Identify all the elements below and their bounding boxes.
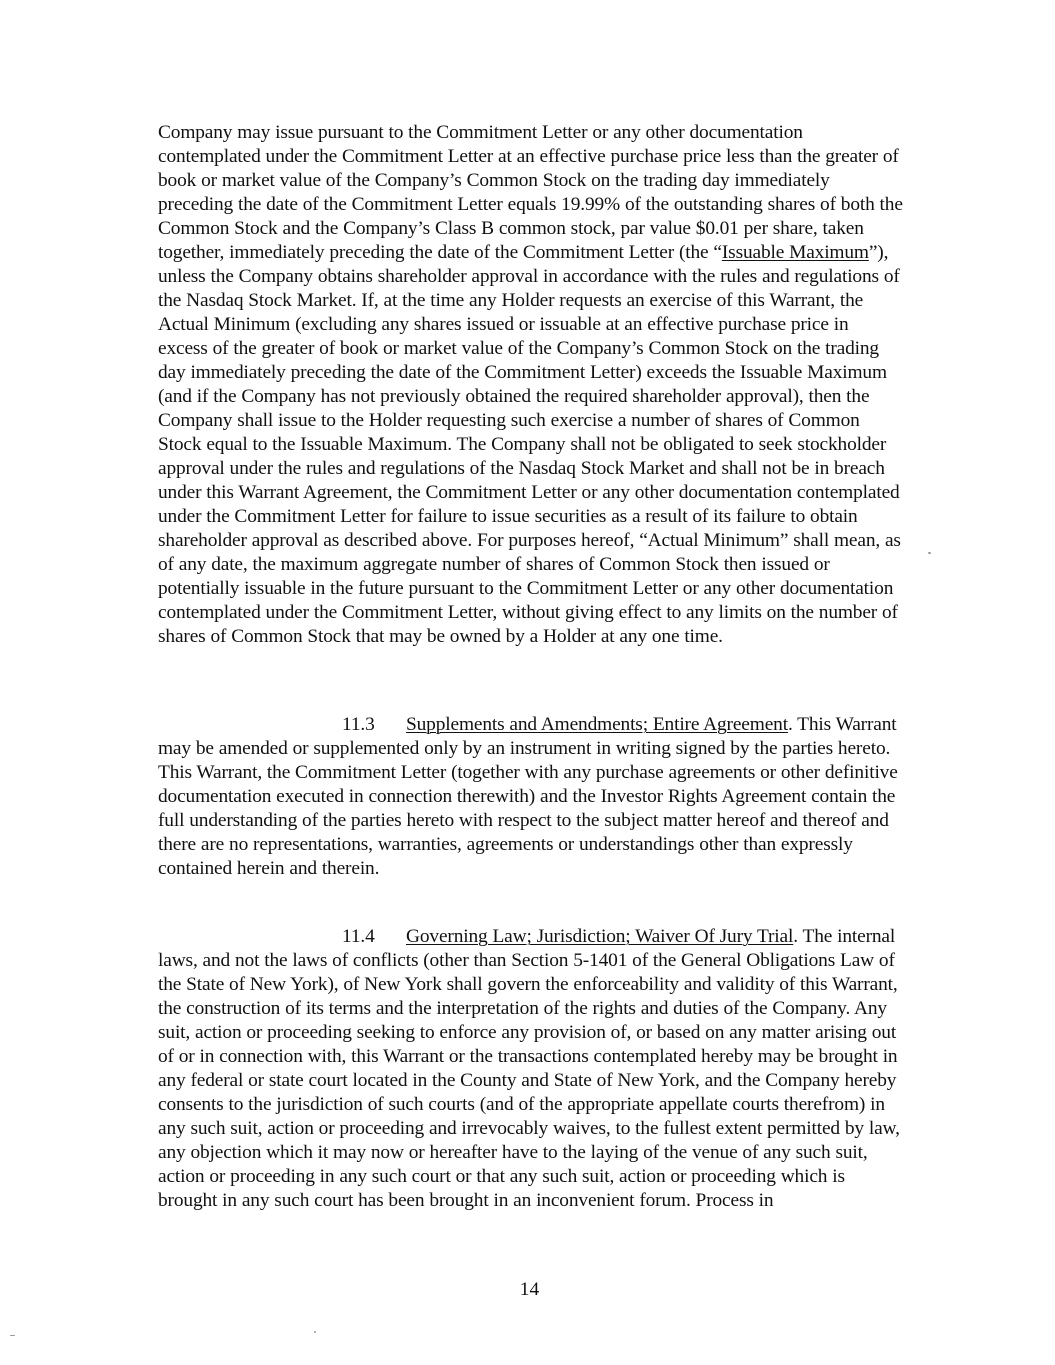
- section-heading: Supplements and Amendments; Entire Agreement: [406, 714, 788, 735]
- continued-paragraph-text-rest: ”), unless the Company obtains shareholder approval in accordance with the rules and regulations of the Nasdaq Stock Market. If, at the time any Holder requests an exercise of this Warrant, the Actual Minimum (excluding any shares issued or issuable at an effective purchase price in excess of the greater of book or market value of the Company’s Common Stock on the trading day immediately preceding the date of the Commitment Letter) exceeds the Issuable Maximum (and if the Company has not previously obtained the required shareholder approval), then the Company shall issue to the Holder requesting such exercise a number of shares of Common Stock equal to the Issuable Maximum. The Company shall not be obligated to seek stockholder approval under the rules and regulations of the Nasdaq Stock Market and shall not be in breach under this Warrant Agreement, the Commitment Letter or any other documentation contemplated under the Commitment Letter for failure to issue securities as a result of its failure to obtain shareholder approval as described above. For purposes hereof, “Actual Minimum” shall mean, as of any date, the maximum aggregate number of shares of Common Stock then issued or potentially issuable in the future pursuant to the Commitment Letter or any other documentation contemplated under the Commitment Letter, without giving effect to any limits on the number of shares of Common Stock that may be owned by a Holder at any one time.: [158, 242, 901, 647]
- defined-term-issuable-maximum: Issuable Maximum: [721, 242, 869, 263]
- section-11-4: [158, 925, 903, 1213]
- section-number: 11.4: [342, 926, 375, 947]
- section-heading: Governing Law; Jurisdiction; Waiver Of Jury Trial: [406, 926, 794, 947]
- section-body: . The internal laws, and not the laws of conflicts (other than Section 5-1401 of the General Obligations Law of the State of New York), of New York shall govern the enforceability and validity of this Warrant, the construction of its terms and the interpretation of the rights and duties of the Company. Any suit, action or proceeding seeking to enforce any provision of, or based on any matter arising out of or in connection with, this Warrant or the transactions contemplated hereby may be brought in any federal or state court located in the County and State of New York, and the Company hereby consents to the jurisdiction of such courts (and of the appropriate appellate courts therefrom) in any such suit, action or proceeding and irrevocably waives, to the fullest extent permitted by law, any objection which it may now or hereafter have to the laying of the venue of any such suit, action or proceeding in any such court or that any such suit, action or proceeding which is brought in any such court has been brought in an inconvenient forum. Process in: [158, 926, 900, 1211]
- continued-paragraph-text: Company may issue pursuant to the Commitment Letter or any other documentation contemplated under the Commitment Letter at an effective purchase price less than the greater of book or market value of the Company’s Common Stock on the trading day immediately preceding the date of the Commitment Letter equals 19.99% of the outstanding shares of both the Common Stock and the Company’s Class B common stock, par value $0.01 per share, taken together, immediately preceding the date of the Commitment Letter (the “: [158, 122, 903, 263]
- section-11-3: [158, 713, 903, 881]
- page-number: 14: [519, 1279, 540, 1300]
- section-body: . This Warrant may be amended or supplemented only by an instrument in writing signed by the parties hereto. This Warrant, the Commitment Letter (together with any purchase agreements or other definitive documentation executed in connection therewith) and the Investor Rights Agreement contain the full understanding of the parties hereto with respect to the subject matter hereof and thereof and there are no representations, warranties, agreements or understandings other than expressly contained herein and therein.: [158, 714, 898, 879]
- section-number: 11.3: [342, 714, 375, 735]
- continued-paragraph: [158, 121, 903, 649]
- scan-speck: [10, 1335, 15, 1336]
- scan-speck: [314, 1331, 316, 1333]
- scan-speck: [928, 552, 931, 554]
